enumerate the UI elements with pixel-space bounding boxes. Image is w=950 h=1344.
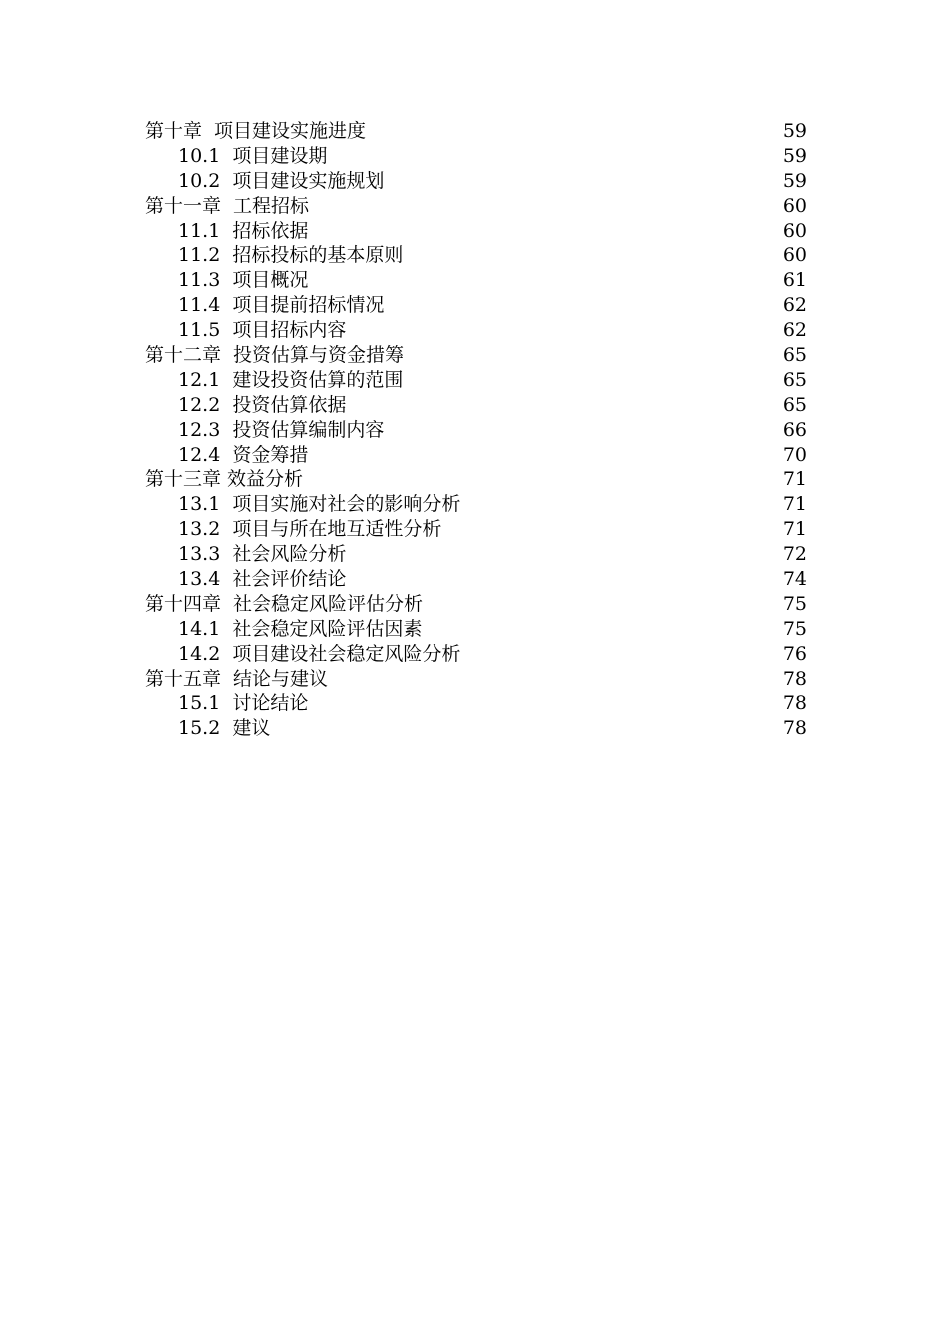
toc-section-entry[interactable] [145,691,807,716]
toc-section-entry[interactable] [145,542,807,567]
toc-entry-number: 11.3 [178,269,221,292]
toc-entry-number: 15.2 [178,717,221,740]
toc-entry-text: 工程招标 [233,194,310,217]
toc-entry-text: 项目建设实施进度 [214,120,367,142]
toc-entry-page-number: 76 [782,642,807,665]
table-of-contents [145,119,807,741]
toc-entry-title [145,691,308,716]
toc-entry-title [145,194,309,219]
toc-entry-text: 社会风险分析 [232,543,347,566]
toc-entry-number: 13.4 [178,568,221,591]
toc-entry-text: 项目建设期 [232,144,328,167]
toc-chapter-entry[interactable] [145,467,807,492]
toc-chapter-entry[interactable] [145,667,807,692]
toc-entry-page-number: 66 [782,418,807,441]
toc-section-entry[interactable] [145,293,807,318]
toc-entry-text: 投资估算与资金措筹 [233,344,405,367]
toc-entry-page-number: 78 [782,692,807,715]
toc-entry-text: 社会稳定风险评估分析 [233,592,424,615]
toc-entry-title [145,318,346,343]
toc-entry-text: 资金筹措 [232,443,309,466]
toc-entry-number: 13.1 [178,493,221,516]
toc-entry-text: 讨论结论 [232,692,309,715]
toc-section-entry[interactable] [145,393,807,418]
toc-section-entry[interactable] [145,617,807,642]
toc-entry-number: 10.2 [178,169,221,192]
toc-section-entry[interactable] [145,642,807,667]
toc-entry-title [145,393,346,418]
toc-entry-number: 第十二章 [145,344,222,367]
toc-entry-number: 第十四章 [145,592,222,615]
toc-section-entry[interactable] [145,318,807,343]
toc-section-entry[interactable] [145,268,807,293]
toc-entry-title [145,642,460,667]
toc-entry-title [145,418,384,443]
toc-entry-page-number: 65 [782,344,807,367]
toc-entry-text: 项目建设社会稳定风险分析 [232,642,461,665]
toc-entry-title [145,343,404,368]
toc-entry-text: 结论与建议 [233,667,329,690]
toc-entry-page-number: 71 [782,468,807,491]
toc-entry-page-number: 71 [782,493,807,516]
toc-entry-text: 项目概况 [232,269,309,292]
toc-entry-text: 投资估算依据 [232,393,347,416]
toc-chapter-entry[interactable] [145,592,807,617]
toc-entry-number: 12.1 [178,368,221,391]
toc-entry-number: 第十章 [145,120,203,142]
toc-entry-number: 11.2 [178,244,221,267]
toc-entry-number: 第十一章 [145,194,222,217]
toc-entry-number: 13.3 [178,543,221,566]
toc-entry-page-number: 75 [782,592,807,615]
toc-section-entry[interactable] [145,517,807,542]
toc-section-entry[interactable] [145,567,807,592]
toc-section-entry[interactable] [145,418,807,443]
toc-section-entry[interactable] [145,716,807,741]
toc-entry-title [145,617,422,642]
toc-entry-number: 12.4 [178,443,221,466]
toc-entry-page-number: 65 [782,393,807,416]
toc-entry-text: 招标投标的基本原则 [232,244,404,267]
toc-entry-text: 项目实施对社会的影响分析 [232,493,461,516]
toc-entry-page-number: 60 [782,219,807,242]
toc-entry-title [145,517,441,542]
toc-entry-number: 13.2 [178,518,221,541]
toc-section-entry[interactable] [145,492,807,517]
toc-entry-page-number: 72 [782,543,807,566]
toc-entry-page-number: 78 [782,717,807,740]
toc-entry-number: 14.2 [178,642,221,665]
toc-section-entry[interactable] [145,144,807,169]
toc-entry-number: 11.1 [178,219,221,242]
toc-entry-page-number: 78 [782,667,807,690]
toc-entry-page-number: 65 [782,368,807,391]
toc-entry-title [145,492,460,517]
toc-entry-title [145,667,328,692]
toc-entry-page-number: 62 [782,319,807,342]
toc-entry-page-number: 59 [782,144,807,167]
toc-entry-number: 14.1 [178,617,221,640]
toc-entry-page-number: 62 [782,294,807,317]
toc-entry-title [145,467,303,492]
toc-chapter-entry[interactable] [145,119,807,144]
toc-section-entry[interactable] [145,443,807,468]
toc-entry-number: 10.1 [178,144,221,167]
toc-entry-title [145,219,308,244]
toc-entry-text: 社会稳定风险评估因素 [232,617,423,640]
toc-section-entry[interactable] [145,243,807,268]
toc-entry-text: 建议 [232,717,271,740]
toc-entry-text: 社会评价结论 [232,568,347,591]
toc-entry-text: 项目招标内容 [232,319,347,342]
toc-entry-number: 11.4 [178,294,221,317]
toc-entry-page-number: 60 [782,244,807,267]
toc-entry-text: 项目提前招标情况 [232,294,385,317]
toc-entry-title [145,716,270,741]
toc-entry-title [145,293,384,318]
toc-chapter-entry[interactable] [145,194,807,219]
toc-entry-number: 第十五章 [145,667,222,690]
toc-entry-title [145,567,346,592]
toc-section-entry[interactable] [145,368,807,393]
toc-entry-title [145,542,346,567]
toc-entry-text: 项目与所在地互适性分析 [232,518,442,541]
toc-entry-text: 招标依据 [232,219,309,242]
toc-entry-page-number: 59 [782,120,807,142]
toc-entry-title [145,592,423,617]
toc-entry-page-number: 71 [782,518,807,541]
toc-entry-title [145,144,327,169]
toc-entry-title [145,268,308,293]
toc-entry-page-number: 74 [782,568,807,591]
toc-entry-text: 投资估算编制内容 [232,418,385,441]
toc-chapter-entry[interactable] [145,343,807,368]
toc-entry-page-number: 60 [782,194,807,217]
toc-entry-title [145,119,366,144]
toc-entry-number: 第十三章 [145,468,222,491]
toc-entry-text: 建设投资估算的范围 [232,368,404,391]
toc-entry-page-number: 70 [782,443,807,466]
toc-entry-title [145,169,384,194]
toc-entry-number: 12.3 [178,418,221,441]
toc-entry-number: 11.5 [178,319,221,342]
toc-entry-title [145,243,403,268]
toc-entry-number: 12.2 [178,393,221,416]
toc-section-entry[interactable] [145,219,807,244]
toc-entry-title [145,443,308,468]
toc-entry-text: 效益分析 [227,468,304,491]
toc-entry-text: 项目建设实施规划 [232,169,385,192]
toc-entry-page-number: 59 [782,169,807,192]
toc-rows [145,119,807,741]
toc-section-entry[interactable] [145,169,807,194]
toc-entry-page-number: 61 [782,269,807,292]
toc-entry-number: 15.1 [178,692,221,715]
toc-entry-title [145,368,403,393]
toc-entry-page-number: 75 [782,617,807,640]
